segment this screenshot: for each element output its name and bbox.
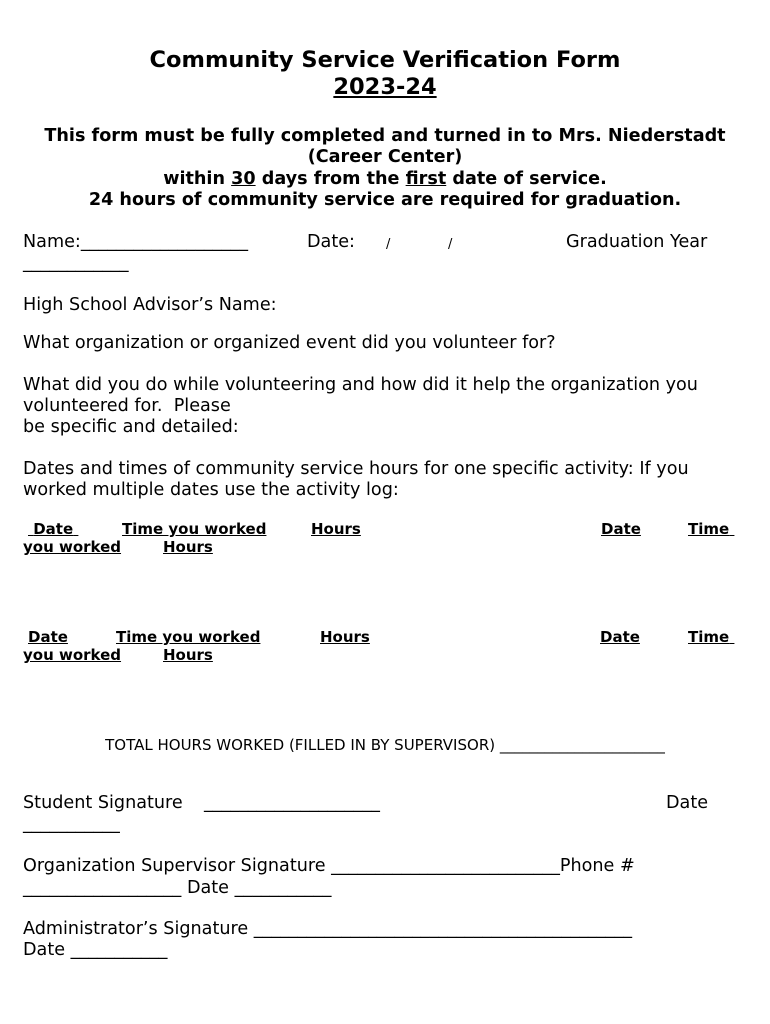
total-hours-blank[interactable]: ______________________ (499, 736, 665, 754)
administrator-signature-label: Administrator’s Signature (23, 919, 249, 939)
supervisor-phone-blank[interactable]: __________________ (23, 878, 182, 898)
total-hours-line (0, 736, 770, 754)
description-question-line-3: be specific and detailed: (23, 417, 239, 437)
log-2-time-2-header: Time (688, 628, 730, 646)
log-2-date-header: Date (28, 628, 68, 646)
deadline-suffix: date of service. (452, 169, 607, 189)
administrator-signature-blank[interactable]: ___________________________________________ (253, 919, 633, 939)
deadline-middle: days from the (261, 169, 400, 189)
log-1-time-header: Time you worked (122, 520, 267, 538)
supervisor-signature-line (23, 856, 635, 877)
log-1-date-2-header: Date (601, 520, 641, 538)
supervisor-phone-label: Phone # (559, 856, 635, 876)
log-1-hours-2-header: Hours (163, 538, 213, 556)
total-hours-label: TOTAL HOURS WORKED (FILLED IN BY SUPERVISOR) (105, 736, 496, 754)
log-2-time-header: Time you worked (116, 628, 261, 646)
name-label: Name: (23, 232, 81, 252)
log-1-date-header: Date (33, 520, 74, 538)
log-2-hours-header: Hours (320, 628, 370, 646)
name-field (23, 232, 248, 253)
deadline-emphasis: first (405, 169, 447, 189)
student-date-blank[interactable]: ___________ (23, 814, 120, 834)
administrator-date-label: Date (23, 940, 66, 960)
date-label: Date: (307, 232, 355, 252)
name-blank[interactable]: ___________________ (80, 232, 248, 252)
date-separator-1: / (386, 237, 391, 252)
administrator-date-line (23, 940, 167, 961)
log-1-time-2-header-wrap: you worked (23, 538, 122, 556)
supervisor-signature-label: Organization Supervisor Signature (23, 856, 326, 876)
graduation-requirement: 24 hours of community service are required for graduation. (88, 190, 682, 210)
log-1-hours-header: Hours (311, 520, 361, 538)
student-signature-blank[interactable]: ____________________ (204, 793, 380, 813)
advisor-name-label: High School Advisor’s Name: (23, 295, 277, 315)
deadline-days: 30 (231, 169, 256, 189)
description-question-line-2: volunteered for. Please (23, 396, 231, 416)
school-year: 2023-24 (333, 74, 437, 100)
deadline-prefix: within (163, 169, 225, 189)
log-2-hours-2-header: Hours (163, 646, 213, 664)
description-question-line-1: What did you do while volunteering and how did it help the organization you (23, 375, 698, 395)
instruction-line-1: This form must be fully completed and turned in to Mrs. Niederstadt (44, 126, 726, 146)
instruction-line-2: (Career Center) (307, 147, 463, 167)
student-date-label: Date (666, 793, 709, 813)
log-1-time-2-header: Time (688, 520, 730, 538)
form-title: Community Service Verification Form (149, 47, 621, 73)
log-2-date-2-header: Date (600, 628, 640, 646)
organization-question: What organization or organized event did you volunteer for? (23, 333, 556, 353)
student-signature-label: Student Signature (23, 793, 183, 813)
dates-times-line-2: worked multiple dates use the activity log: (23, 480, 399, 500)
administrator-signature-line (23, 919, 632, 940)
graduation-year-label: Graduation Year (566, 232, 708, 252)
dates-times-line-1: Dates and times of community service hours for one specific activity: If you (23, 459, 689, 479)
supervisor-date-label: Date (186, 878, 229, 898)
supervisor-phone-date-line (23, 878, 331, 899)
supervisor-date-blank[interactable]: ___________ (234, 878, 332, 898)
log-2-time-2-header-wrap: you worked (23, 646, 122, 664)
date-separator-2: / (448, 237, 453, 252)
school-year-line (0, 74, 770, 101)
administrator-date-blank[interactable]: ___________ (70, 940, 168, 960)
graduation-year-blank[interactable]: ____________ (23, 253, 129, 273)
supervisor-signature-blank[interactable]: __________________________ (331, 856, 560, 876)
deadline-line (0, 169, 770, 190)
